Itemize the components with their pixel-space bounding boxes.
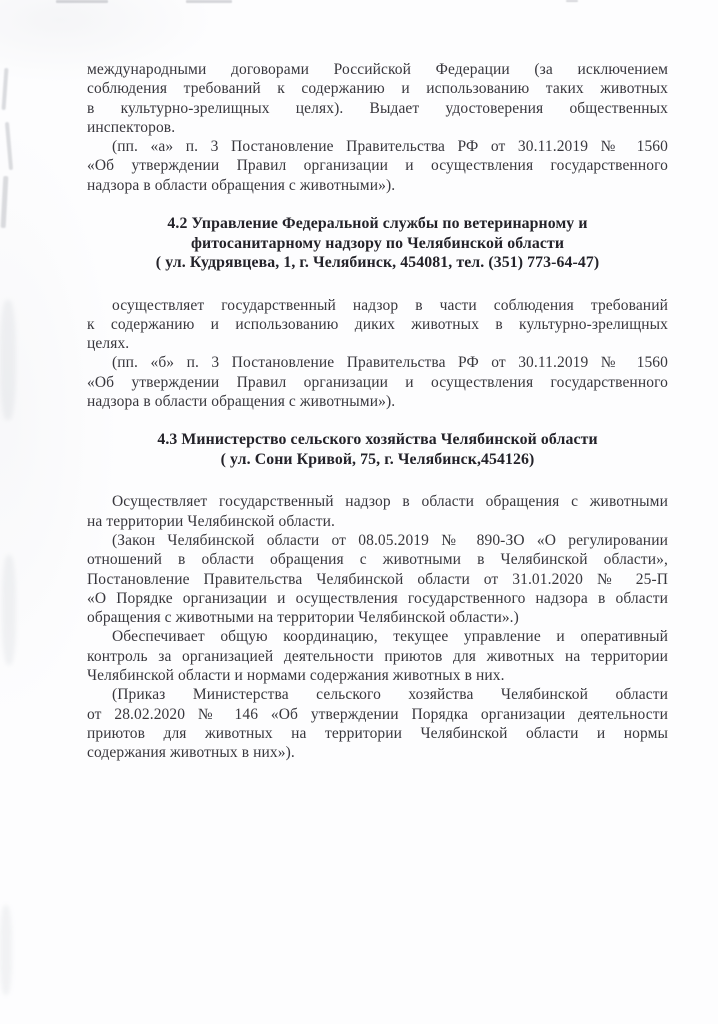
text-line: (пп. «а» п. 3 Постановление Правительства РФ от 30.11.2019 № 1560 [112, 138, 668, 156]
paragraph [87, 60, 668, 137]
section-heading-4-3 [87, 430, 668, 469]
paragraph [87, 492, 668, 531]
paragraph [87, 296, 668, 354]
paragraph [87, 531, 668, 627]
scan-artifact [1, 176, 9, 228]
heading-line: 4.3 Министерство сельского хозяйства Челябинской области [157, 431, 598, 449]
text-line: в культурно-зрелищных целях). Выдает удостоверения общественных [87, 99, 668, 117]
scan-artifact [0, 300, 16, 420]
text-line: к содержанию и использованию диких животных в культурно-зрелищных [87, 315, 668, 333]
paragraph [87, 685, 668, 762]
text-line: надзора в области обращения с животными»). [87, 393, 396, 411]
text-line: Обеспечивает общую координацию, текущее управление и оперативный [112, 628, 668, 646]
paragraph [87, 137, 668, 195]
text-line: контроль за организацией деятельности приютов для животных на территории [87, 647, 668, 665]
text-line: инспекторов. [87, 118, 176, 136]
scan-artifact [2, 68, 9, 110]
text-line: обращения с животными на территории Челябинской области».) [87, 609, 519, 627]
text-line: Постановление Правительства Челябинской области от 31.01.2020 № 25-П [87, 570, 668, 588]
paragraph [87, 353, 668, 411]
text-line: соблюдения требований к содержанию и использованию таких животных [87, 80, 668, 98]
scan-artifact [2, 555, 16, 665]
text-line: приютов для животных на территории Челябинской области и нормы [87, 724, 668, 742]
text-line: содержания животных в них»). [87, 744, 295, 762]
heading-line: ( ул. Сони Кривой, 75, г. Челябинск,454126) [220, 450, 535, 468]
text-line: «Об утверждении Правил организации и осуществления государственного [87, 373, 668, 391]
text-line: «Об утверждении Правил организации и осуществления государственного [87, 157, 668, 175]
scan-artifact [186, 0, 232, 3]
text-line: осуществляет государственный надзор в части соблюдения требований [112, 296, 668, 314]
scan-artifact [0, 905, 12, 995]
scan-artifact [56, 0, 108, 3]
scan-artifact [5, 122, 13, 170]
text-line: от 28.02.2020 № 146 «Об утверждении Порядка организации деятельности [87, 705, 668, 723]
scan-artifact [566, 0, 578, 2]
text-line: на территории Челябинской области. [87, 512, 335, 530]
text-line: отношений в области обращения с животными в Челябинской области», [87, 551, 668, 569]
text-line: «О Порядке организации и осуществления государственного надзора в области [87, 589, 668, 607]
heading-line: фитосанитарному надзору по Челябинской области [190, 234, 565, 252]
paragraph [87, 627, 668, 685]
text-line: Челябинской области и нормами содержания животных в них. [87, 667, 505, 685]
section-heading-4-2 [87, 214, 668, 273]
heading-line: ( ул. Кудрявцева, 1, г. Челябинск, 454081, тел. (351) 773-64-47) [155, 254, 600, 272]
heading-line: 4.2 Управление Федеральной службы по ветеринарному и [167, 215, 588, 233]
text-line: международными договорами Российской Федерации (за исключением [87, 61, 668, 78]
text-block [87, 60, 668, 763]
text-line: (Закон Челябинской области от 08.05.2019 № 890-ЗО «О регулировании [112, 531, 668, 549]
text-line: целях. [87, 335, 130, 353]
text-line: Осуществляет государственный надзор в области обращения с животными [112, 493, 668, 511]
text-line: (Приказ Министерства сельского хозяйства Челябинской области [112, 686, 668, 704]
text-line: (пп. «б» п. 3 Постановление Правительства РФ от 30.11.2019 № 1560 [112, 354, 668, 372]
text-line: надзора в области обращения с животными»). [87, 176, 396, 194]
